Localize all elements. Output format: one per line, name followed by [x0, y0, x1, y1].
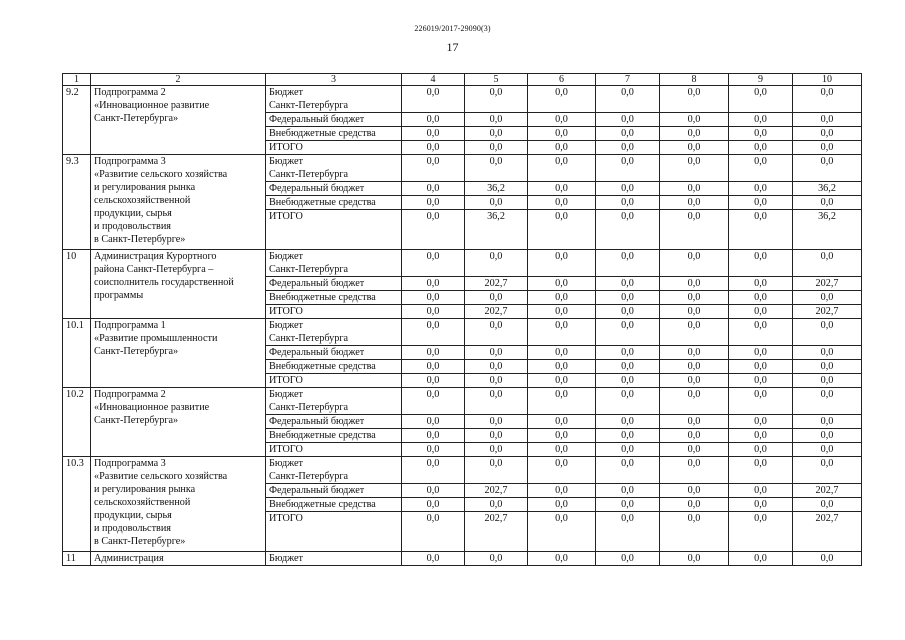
- value-cell: 0,0: [402, 388, 465, 415]
- value-cell: 0,0: [528, 291, 596, 305]
- funding-source: [266, 305, 402, 319]
- funding-source: [266, 443, 402, 457]
- funding-source-line: ИТОГО: [269, 306, 303, 317]
- value-cell: 202,7: [793, 277, 862, 291]
- program-name-line: района Санкт-Петербурга –: [94, 264, 214, 275]
- value-cell: 0,0: [793, 552, 862, 566]
- value-cell: 0,0: [660, 346, 729, 360]
- value-cell: 0,0: [402, 277, 465, 291]
- value-cell: 0,0: [402, 155, 465, 182]
- column-number: 1: [63, 74, 91, 86]
- value-cell: 36,2: [793, 210, 862, 250]
- value-cell: 0,0: [465, 360, 528, 374]
- value-cell: 0,0: [528, 155, 596, 182]
- funding-source-line: Санкт-Петербурга: [269, 402, 349, 413]
- value-cell: 0,0: [793, 141, 862, 155]
- program-name-line: Подпрограмма 2: [94, 87, 166, 98]
- column-number-row: [63, 74, 862, 86]
- value-cell: 0,0: [793, 443, 862, 457]
- value-cell: 0,0: [596, 182, 660, 196]
- value-cell: 0,0: [793, 415, 862, 429]
- funding-source-line: Внебюджетные средства: [269, 430, 376, 441]
- value-cell: 0,0: [402, 443, 465, 457]
- value-cell: 0,0: [402, 484, 465, 498]
- funding-source-line: Внебюджетные средства: [269, 499, 376, 510]
- funding-source-line: Федеральный бюджет: [269, 485, 365, 496]
- table-row: [63, 155, 862, 182]
- row-code: 10.3: [63, 457, 91, 552]
- value-cell: 0,0: [528, 210, 596, 250]
- value-cell: 0,0: [528, 374, 596, 388]
- funding-source-line: Бюджет: [269, 87, 304, 98]
- value-cell: 0,0: [729, 443, 793, 457]
- value-cell: 0,0: [729, 512, 793, 552]
- table-row: [63, 86, 862, 113]
- value-cell: 0,0: [596, 196, 660, 210]
- value-cell: 0,0: [596, 305, 660, 319]
- value-cell: 0,0: [402, 346, 465, 360]
- value-cell: 0,0: [793, 429, 862, 443]
- value-cell: 0,0: [528, 388, 596, 415]
- program-name-line: Подпрограмма 1: [94, 320, 166, 331]
- column-number: 6: [528, 74, 596, 86]
- program-name-line: в Санкт-Петербурге»: [94, 536, 186, 547]
- row-code: 11: [63, 552, 91, 566]
- value-cell: 0,0: [596, 155, 660, 182]
- value-cell: 0,0: [729, 182, 793, 196]
- funding-source-line: Санкт-Петербурга: [269, 333, 349, 344]
- value-cell: 0,0: [793, 457, 862, 484]
- value-cell: 0,0: [596, 319, 660, 346]
- funding-source-line: Бюджет: [269, 553, 304, 564]
- value-cell: 0,0: [793, 346, 862, 360]
- value-cell: 0,0: [402, 113, 465, 127]
- value-cell: 0,0: [528, 429, 596, 443]
- value-cell: 0,0: [465, 155, 528, 182]
- funding-source: [266, 415, 402, 429]
- value-cell: 0,0: [660, 415, 729, 429]
- value-cell: 0,0: [528, 457, 596, 484]
- value-cell: 202,7: [465, 484, 528, 498]
- funding-source: [266, 127, 402, 141]
- value-cell: 0,0: [465, 250, 528, 277]
- value-cell: 0,0: [465, 429, 528, 443]
- value-cell: 0,0: [402, 86, 465, 113]
- value-cell: 0,0: [465, 141, 528, 155]
- column-number: 2: [91, 74, 266, 86]
- row-code: 10: [63, 250, 91, 319]
- value-cell: 0,0: [596, 512, 660, 552]
- value-cell: 0,0: [729, 360, 793, 374]
- value-cell: 0,0: [402, 552, 465, 566]
- column-number: 9: [729, 74, 793, 86]
- funding-source: [266, 210, 402, 250]
- value-cell: 0,0: [465, 319, 528, 346]
- value-cell: 0,0: [596, 113, 660, 127]
- value-cell: 0,0: [402, 360, 465, 374]
- value-cell: 0,0: [465, 498, 528, 512]
- funding-source-line: Санкт-Петербурга: [269, 471, 349, 482]
- value-cell: 0,0: [729, 374, 793, 388]
- value-cell: 0,0: [528, 484, 596, 498]
- value-cell: 0,0: [596, 141, 660, 155]
- value-cell: 0,0: [729, 127, 793, 141]
- value-cell: 0,0: [402, 374, 465, 388]
- funding-source: [266, 457, 402, 484]
- value-cell: 0,0: [729, 141, 793, 155]
- value-cell: 0,0: [528, 319, 596, 346]
- column-number: 7: [596, 74, 660, 86]
- program-name-line: Администрация: [94, 553, 164, 564]
- value-cell: 0,0: [660, 155, 729, 182]
- value-cell: 0,0: [660, 250, 729, 277]
- funding-source: [266, 155, 402, 182]
- program-name: [91, 552, 266, 566]
- funding-source: [266, 374, 402, 388]
- value-cell: 0,0: [793, 498, 862, 512]
- value-cell: 0,0: [729, 196, 793, 210]
- value-cell: 0,0: [528, 196, 596, 210]
- table-row: [63, 250, 862, 277]
- value-cell: 36,2: [793, 182, 862, 196]
- value-cell: 0,0: [660, 457, 729, 484]
- value-cell: 0,0: [402, 429, 465, 443]
- program-name-line: и продовольствия: [94, 523, 171, 534]
- value-cell: 0,0: [596, 277, 660, 291]
- value-cell: 0,0: [465, 415, 528, 429]
- value-cell: 0,0: [465, 374, 528, 388]
- funding-source: [266, 182, 402, 196]
- funding-source-line: Федеральный бюджет: [269, 347, 365, 358]
- value-cell: 0,0: [660, 127, 729, 141]
- funding-source: [266, 552, 402, 566]
- program-name-line: «Развитие промышленности: [94, 333, 218, 344]
- value-cell: 0,0: [660, 443, 729, 457]
- value-cell: 0,0: [402, 415, 465, 429]
- value-cell: 0,0: [729, 484, 793, 498]
- funding-source: [266, 196, 402, 210]
- table-row: [63, 319, 862, 346]
- value-cell: 0,0: [402, 196, 465, 210]
- value-cell: 0,0: [596, 388, 660, 415]
- value-cell: 0,0: [793, 155, 862, 182]
- funding-source: [266, 277, 402, 291]
- page-number: 17: [446, 40, 459, 54]
- program-name-line: продукции, сырья: [94, 510, 172, 521]
- row-code: 10.2: [63, 388, 91, 457]
- funding-source-line: Бюджет: [269, 389, 304, 400]
- column-number: 5: [465, 74, 528, 86]
- value-cell: 36,2: [465, 182, 528, 196]
- value-cell: 0,0: [729, 319, 793, 346]
- value-cell: 0,0: [465, 291, 528, 305]
- value-cell: 0,0: [596, 443, 660, 457]
- value-cell: 0,0: [402, 498, 465, 512]
- row-code: 9.3: [63, 155, 91, 250]
- value-cell: 0,0: [793, 319, 862, 346]
- value-cell: 0,0: [660, 277, 729, 291]
- value-cell: 0,0: [660, 552, 729, 566]
- value-cell: 0,0: [528, 113, 596, 127]
- funding-source-line: Федеральный бюджет: [269, 278, 365, 289]
- value-cell: 0,0: [660, 210, 729, 250]
- funding-source-line: Внебюджетные средства: [269, 197, 376, 208]
- value-cell: 0,0: [793, 374, 862, 388]
- value-cell: 202,7: [465, 277, 528, 291]
- value-cell: 0,0: [528, 86, 596, 113]
- funding-source: [266, 141, 402, 155]
- funding-source-line: Внебюджетные средства: [269, 361, 376, 372]
- value-cell: 0,0: [402, 182, 465, 196]
- column-number: 4: [402, 74, 465, 86]
- funding-source-line: Федеральный бюджет: [269, 183, 365, 194]
- value-cell: 0,0: [660, 429, 729, 443]
- program-name-line: и продовольствия: [94, 221, 171, 232]
- value-cell: 0,0: [660, 484, 729, 498]
- value-cell: 0,0: [402, 457, 465, 484]
- value-cell: 202,7: [793, 484, 862, 498]
- value-cell: 0,0: [528, 182, 596, 196]
- funding-source-line: Санкт-Петербурга: [269, 100, 349, 111]
- table-row: [63, 388, 862, 415]
- value-cell: 36,2: [465, 210, 528, 250]
- value-cell: 0,0: [660, 360, 729, 374]
- column-number: 8: [660, 74, 729, 86]
- value-cell: 0,0: [729, 86, 793, 113]
- value-cell: 0,0: [402, 512, 465, 552]
- value-cell: 0,0: [793, 127, 862, 141]
- value-cell: 0,0: [729, 305, 793, 319]
- value-cell: 0,0: [729, 415, 793, 429]
- program-name: [91, 86, 266, 155]
- funding-source-line: Бюджет: [269, 251, 304, 262]
- value-cell: 0,0: [729, 155, 793, 182]
- funding-source-line: Санкт-Петербурга: [269, 169, 349, 180]
- program-name-line: продукции, сырья: [94, 208, 172, 219]
- program-name-line: «Развитие сельского хозяйства: [94, 169, 228, 180]
- funding-source-line: Санкт-Петербурга: [269, 264, 349, 275]
- value-cell: 0,0: [793, 86, 862, 113]
- value-cell: 0,0: [793, 196, 862, 210]
- column-number: 10: [793, 74, 862, 86]
- program-name-line: Подпрограмма 3: [94, 156, 166, 167]
- funding-source-line: ИТОГО: [269, 142, 303, 153]
- program-name-line: Подпрограмма 2: [94, 389, 166, 400]
- funding-source: [266, 250, 402, 277]
- value-cell: 0,0: [402, 291, 465, 305]
- value-cell: 202,7: [465, 305, 528, 319]
- funding-source-line: Внебюджетные средства: [269, 128, 376, 139]
- value-cell: 0,0: [596, 552, 660, 566]
- row-code: 10.1: [63, 319, 91, 388]
- funding-source-line: Внебюджетные средства: [269, 292, 376, 303]
- value-cell: 0,0: [729, 291, 793, 305]
- row-code: 9.2: [63, 86, 91, 155]
- funding-source: [266, 512, 402, 552]
- funding-source: [266, 113, 402, 127]
- value-cell: 0,0: [729, 429, 793, 443]
- value-cell: 0,0: [729, 457, 793, 484]
- value-cell: 0,0: [465, 443, 528, 457]
- funding-source: [266, 360, 402, 374]
- value-cell: 0,0: [660, 512, 729, 552]
- funding-source-line: ИТОГО: [269, 211, 303, 222]
- value-cell: 0,0: [528, 346, 596, 360]
- value-cell: 0,0: [528, 552, 596, 566]
- value-cell: 0,0: [660, 86, 729, 113]
- program-name-line: программы: [94, 290, 144, 301]
- value-cell: 0,0: [465, 86, 528, 113]
- program-name-line: Санкт-Петербурга»: [94, 113, 179, 124]
- value-cell: 0,0: [793, 113, 862, 127]
- funding-source: [266, 388, 402, 415]
- value-cell: 0,0: [793, 360, 862, 374]
- value-cell: 0,0: [528, 443, 596, 457]
- value-cell: 0,0: [528, 277, 596, 291]
- funding-source: [266, 291, 402, 305]
- program-name: [91, 388, 266, 457]
- value-cell: 0,0: [402, 305, 465, 319]
- table-row: [63, 457, 862, 484]
- funding-source-line: Федеральный бюджет: [269, 114, 365, 125]
- value-cell: 0,0: [528, 498, 596, 512]
- value-cell: 0,0: [660, 196, 729, 210]
- value-cell: 0,0: [528, 141, 596, 155]
- value-cell: 0,0: [596, 346, 660, 360]
- value-cell: 0,0: [528, 305, 596, 319]
- funding-source-line: Бюджет: [269, 320, 304, 331]
- program-name-line: Санкт-Петербурга»: [94, 346, 179, 357]
- value-cell: 0,0: [729, 250, 793, 277]
- program-name: [91, 457, 266, 552]
- value-cell: 0,0: [729, 552, 793, 566]
- value-cell: 0,0: [596, 498, 660, 512]
- value-cell: 0,0: [465, 127, 528, 141]
- value-cell: 0,0: [528, 415, 596, 429]
- funding-source-line: ИТОГО: [269, 375, 303, 386]
- value-cell: 0,0: [660, 498, 729, 512]
- value-cell: 0,0: [793, 388, 862, 415]
- document-id: 226019/2017-29090(3): [414, 24, 491, 33]
- funding-source: [266, 498, 402, 512]
- value-cell: 0,0: [596, 360, 660, 374]
- value-cell: 0,0: [528, 127, 596, 141]
- program-name-line: сельскохозяйственной: [94, 195, 191, 206]
- program-name-line: Санкт-Петербурга»: [94, 415, 179, 426]
- table-row: [63, 552, 862, 566]
- value-cell: 0,0: [660, 388, 729, 415]
- value-cell: 0,0: [660, 305, 729, 319]
- value-cell: 202,7: [793, 305, 862, 319]
- value-cell: 0,0: [793, 291, 862, 305]
- funding-source-line: Бюджет: [269, 156, 304, 167]
- program-name-line: «Инновационное развитие: [94, 100, 210, 111]
- value-cell: 0,0: [402, 210, 465, 250]
- program-name-line: сельскохозяйственной: [94, 497, 191, 508]
- program-name-line: соисполнитель государственной: [94, 277, 234, 288]
- program-name-line: «Инновационное развитие: [94, 402, 210, 413]
- funding-source-line: ИТОГО: [269, 444, 303, 455]
- funding-source: [266, 429, 402, 443]
- value-cell: 0,0: [596, 429, 660, 443]
- column-number: 3: [266, 74, 402, 86]
- value-cell: 0,0: [660, 113, 729, 127]
- value-cell: 0,0: [402, 141, 465, 155]
- value-cell: 0,0: [465, 552, 528, 566]
- value-cell: 0,0: [729, 277, 793, 291]
- value-cell: 0,0: [729, 346, 793, 360]
- value-cell: 202,7: [465, 512, 528, 552]
- value-cell: 0,0: [660, 319, 729, 346]
- funding-source: [266, 319, 402, 346]
- value-cell: 0,0: [528, 512, 596, 552]
- program-name: [91, 319, 266, 388]
- value-cell: 0,0: [596, 457, 660, 484]
- funding-source: [266, 346, 402, 360]
- budget-table: [62, 73, 862, 566]
- program-name-line: и регулирования рынка: [94, 182, 196, 193]
- program-name-line: и регулирования рынка: [94, 484, 196, 495]
- value-cell: 0,0: [660, 291, 729, 305]
- program-name: [91, 250, 266, 319]
- program-name-line: Администрация Курортного: [94, 251, 217, 262]
- funding-source-line: ИТОГО: [269, 513, 303, 524]
- value-cell: 0,0: [402, 250, 465, 277]
- value-cell: 0,0: [528, 360, 596, 374]
- value-cell: 0,0: [729, 113, 793, 127]
- value-cell: 0,0: [729, 388, 793, 415]
- funding-source: [266, 484, 402, 498]
- value-cell: 0,0: [729, 210, 793, 250]
- value-cell: 0,0: [596, 374, 660, 388]
- funding-source-line: Бюджет: [269, 458, 304, 469]
- funding-source: [266, 86, 402, 113]
- value-cell: 0,0: [596, 291, 660, 305]
- value-cell: 0,0: [660, 182, 729, 196]
- program-name-line: в Санкт-Петербурге»: [94, 234, 186, 245]
- value-cell: 0,0: [402, 127, 465, 141]
- program-name-line: «Развитие сельского хозяйства: [94, 471, 228, 482]
- value-cell: 0,0: [402, 319, 465, 346]
- program-name: [91, 155, 266, 250]
- value-cell: 0,0: [660, 141, 729, 155]
- program-name-line: Подпрограмма 3: [94, 458, 166, 469]
- value-cell: 0,0: [596, 127, 660, 141]
- value-cell: 0,0: [465, 113, 528, 127]
- value-cell: 0,0: [596, 86, 660, 113]
- value-cell: 0,0: [465, 196, 528, 210]
- value-cell: 0,0: [596, 250, 660, 277]
- value-cell: 0,0: [596, 484, 660, 498]
- value-cell: 0,0: [465, 457, 528, 484]
- value-cell: 0,0: [528, 250, 596, 277]
- value-cell: 0,0: [596, 415, 660, 429]
- funding-source-line: Федеральный бюджет: [269, 416, 365, 427]
- value-cell: 0,0: [793, 250, 862, 277]
- value-cell: 0,0: [729, 498, 793, 512]
- value-cell: 202,7: [793, 512, 862, 552]
- value-cell: 0,0: [465, 388, 528, 415]
- value-cell: 0,0: [660, 374, 729, 388]
- value-cell: 0,0: [596, 210, 660, 250]
- value-cell: 0,0: [465, 346, 528, 360]
